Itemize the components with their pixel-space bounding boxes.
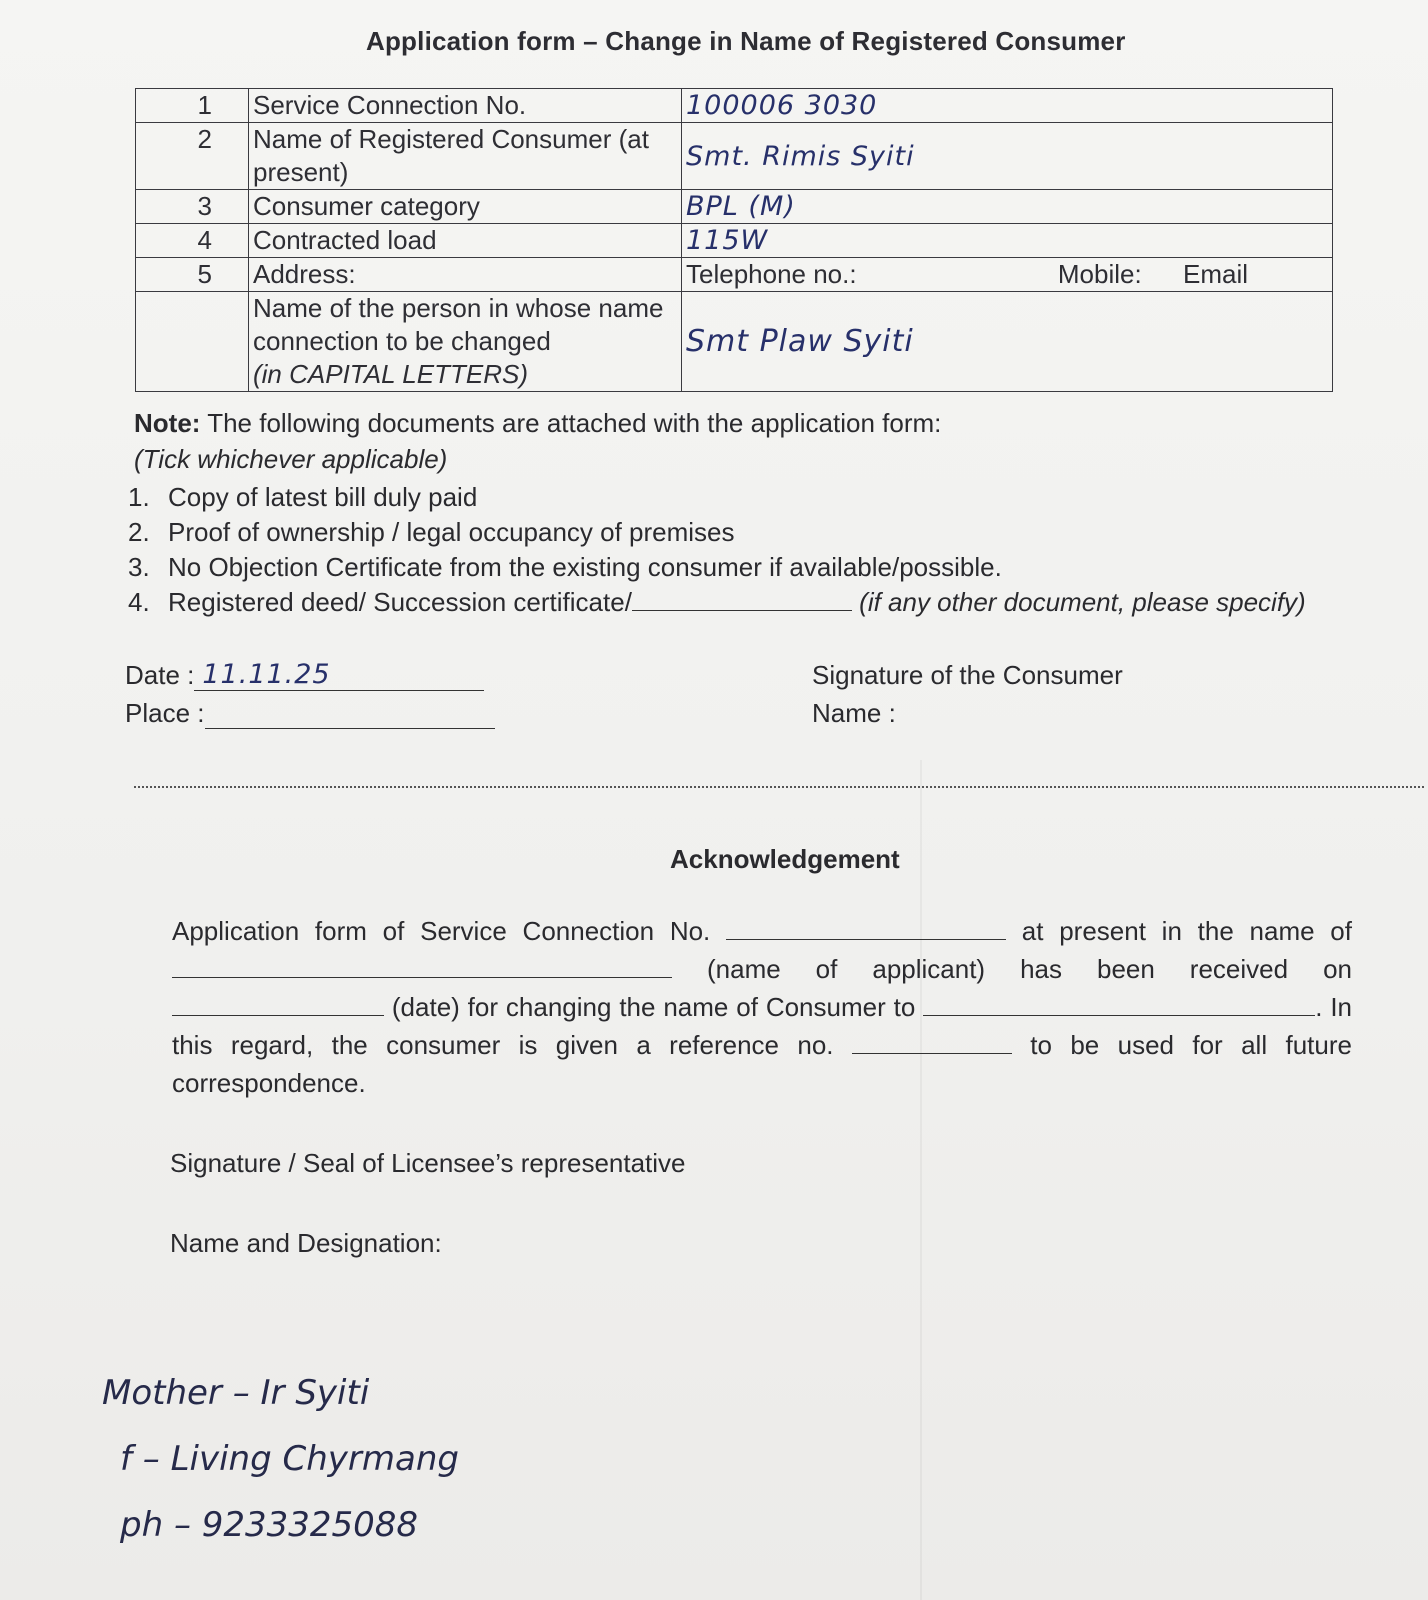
table-row	[136, 292, 1333, 392]
email-label: Email	[1182, 259, 1248, 289]
row-number: 5	[136, 258, 249, 292]
row-label: Service Connection No.	[249, 89, 682, 123]
row-number: 1	[136, 89, 249, 123]
note-text: The following documents are attached with the application form:	[200, 408, 942, 438]
date-label: Date :	[125, 660, 195, 690]
table-row	[136, 258, 1333, 292]
handwritten-note-father: f – Living Chyrmang	[120, 1439, 459, 1479]
row-number: 3	[136, 190, 249, 224]
date-line	[194, 659, 484, 691]
date-value: 11.11.25	[202, 659, 331, 690]
note-prefix: Note:	[134, 408, 201, 438]
registered-consumer-value: Smt. Rimis Syiti	[682, 123, 1333, 190]
consumer-name-label: Name :	[812, 698, 896, 728]
list-item: 3. No Objection Certificate from the existing consumer if available/possible.	[128, 552, 1002, 582]
row-number: 4	[136, 224, 249, 258]
licensee-seal-label: Signature / Seal of Licensee’s representative	[170, 1148, 686, 1178]
capital-letters-hint: (in CAPITAL LETTERS)	[253, 359, 528, 389]
table-row	[136, 224, 1333, 258]
row-label: Consumer category	[249, 190, 682, 224]
tick-instruction: (Tick whichever applicable)	[134, 444, 448, 474]
application-table	[135, 88, 1333, 392]
row-number	[136, 292, 249, 392]
row-number: 2	[136, 123, 249, 190]
list-item: 2. Proof of ownership / legal occupancy of premises	[128, 517, 735, 547]
acknowledgement-text: Application form of Service Connection No. at present in the name of (name of applicant) has been received on (date) for changing the name of Consumer to . In this regard, the consumer is given a reference no. to be used for all future correspondence.	[172, 916, 1352, 1098]
documents-list	[128, 480, 1306, 620]
row-label: Address:	[249, 258, 682, 292]
row-label: Contracted load	[249, 224, 682, 258]
new-name-label: Name of the person in whose name connection to be changed	[253, 293, 664, 356]
place-field	[125, 698, 495, 729]
place-line	[205, 700, 495, 729]
telephone-label: Telephone no.:	[686, 259, 857, 289]
acknowledgement-title: Acknowledgement	[670, 844, 900, 874]
list-item: 1. Copy of latest bill duly paid	[128, 482, 478, 512]
tear-line-divider	[134, 786, 1424, 788]
applicant-name-blank	[172, 953, 672, 978]
received-date-blank	[172, 991, 384, 1016]
contact-fields	[686, 258, 1328, 291]
reference-no-blank	[852, 1029, 1012, 1054]
mobile-label: Mobile:	[1057, 259, 1142, 289]
contact-cell	[682, 258, 1333, 292]
connection-no-blank	[726, 915, 1006, 940]
new-name-value: Smt Plaw Syiti	[682, 292, 1333, 392]
table-row	[136, 190, 1333, 224]
designation-label: Name and Designation:	[170, 1228, 442, 1258]
row-label	[249, 292, 682, 392]
contracted-load-value: 115W	[682, 224, 1333, 258]
service-connection-value: 100006 3030	[682, 89, 1333, 123]
other-document-blank	[632, 588, 852, 611]
handwritten-notes	[102, 1360, 459, 1558]
date-field	[125, 660, 484, 691]
paper-fold	[920, 760, 922, 1600]
consumer-category-value: BPL (M)	[682, 190, 1333, 224]
new-consumer-blank	[923, 991, 1315, 1016]
form-title: Application form – Change in Name of Registered Consumer	[366, 26, 1126, 56]
list-item: 4. Registered deed/ Succession certificate/ (if any other document, please specify)	[128, 587, 1306, 617]
table-row	[136, 123, 1333, 190]
handwritten-note-mother: Mother – Ir Syiti	[102, 1373, 370, 1413]
row-label: Name of Registered Consumer (at present)	[249, 123, 682, 190]
consumer-signature-label: Signature of the Consumer	[812, 660, 1123, 690]
place-label: Place :	[125, 698, 205, 728]
handwritten-note-phone: ph – 9233325088	[120, 1505, 419, 1545]
table-row	[136, 89, 1333, 123]
note-line	[134, 408, 941, 439]
